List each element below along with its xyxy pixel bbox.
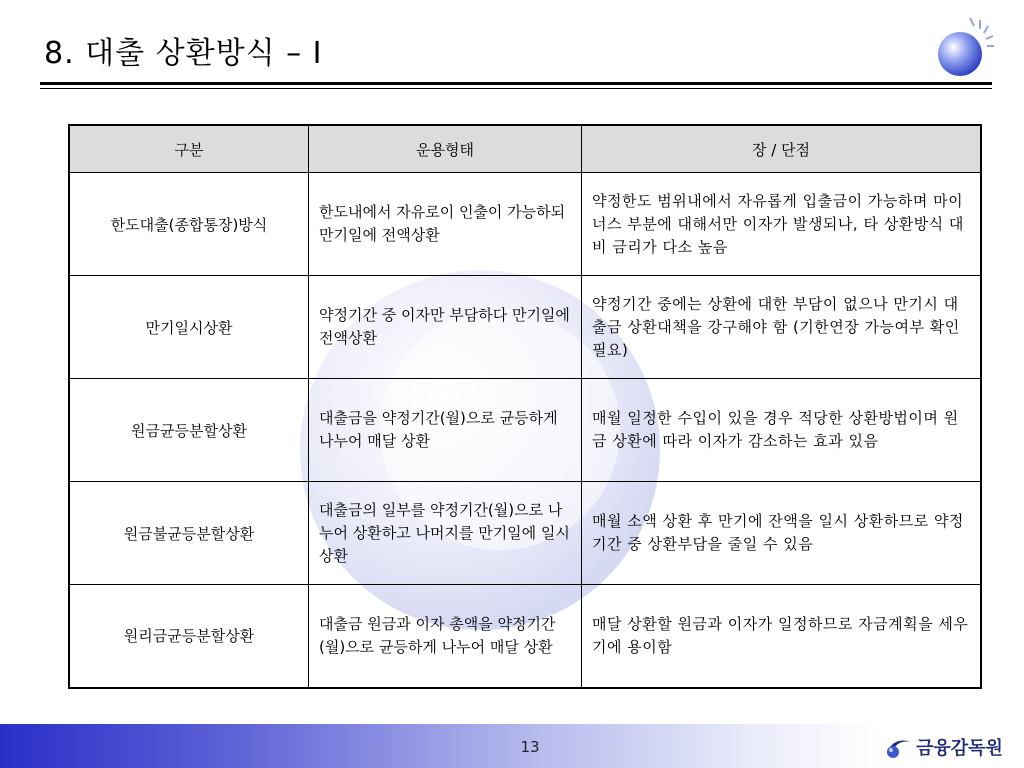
cell-pros-cons: 매월 일정한 수입이 있을 경우 적당한 상환방법이며 원금 상환에 따라 이자가 감소하는 효과 있음 <box>582 379 982 482</box>
title-divider <box>40 82 992 85</box>
table-row <box>69 173 981 276</box>
page-number: 13 <box>520 738 540 756</box>
repayment-methods-table <box>68 124 982 689</box>
cell-operation: 대출금의 일부를 약정기간(월)으로 나누어 상환하고 나머지를 만기일에 일시상환 <box>309 482 582 585</box>
cell-operation: 약정기간 중 이자만 부담하다 만기일에 전액상환 <box>309 276 582 379</box>
page-title: 8. 대출 상환방식 – Ⅰ <box>44 36 323 71</box>
table-row <box>69 585 981 688</box>
footer-brand <box>884 732 1003 762</box>
fss-swirl-logo-icon <box>884 734 912 760</box>
sphere-logo-icon <box>930 14 996 80</box>
cell-type: 한도대출(종합통장)방식 <box>69 173 309 276</box>
cell-type: 원금불균등분할상환 <box>69 482 309 585</box>
title-divider-thin <box>40 88 992 89</box>
cell-type: 원리금균등분할상환 <box>69 585 309 688</box>
cell-pros-cons: 매월 소액 상환 후 만기에 잔액을 일시 상환하므로 약정기간 중 상환부담을 줄일 수 있음 <box>582 482 982 585</box>
cell-pros-cons: 약정기간 중에는 상환에 대한 부담이 없으나 만기시 대출금 상환대책을 강구해야 함 (기한연장 가능여부 확인 필요) <box>582 276 982 379</box>
cell-operation: 대출금을 약정기간(월)으로 균등하게 나누어 매달 상환 <box>309 379 582 482</box>
cell-operation: 한도내에서 자유로이 인출이 가능하되 만기일에 전액상환 <box>309 173 582 276</box>
footer-gradient-bar <box>0 724 880 768</box>
header-pros-cons: 장 / 단점 <box>582 125 982 173</box>
brand-name: 금융감독원 <box>916 738 1003 759</box>
cell-pros-cons: 약정한도 범위내에서 자유롭게 입출금이 가능하며 마이너스 부분에 대해서만 이자가 발생되나, 타 상환방식 대비 금리가 다소 높음 <box>582 173 982 276</box>
header-type: 구분 <box>69 125 309 173</box>
table-row <box>69 482 981 585</box>
table-row <box>69 379 981 482</box>
table-row <box>69 276 981 379</box>
header-operation: 운용형태 <box>309 125 582 173</box>
cell-type: 만기일시상환 <box>69 276 309 379</box>
cell-type: 원금균등분할상환 <box>69 379 309 482</box>
cell-pros-cons: 매달 상환할 원금과 이자가 일정하므로 자금계획을 세우기에 용이함 <box>582 585 982 688</box>
table-header-row <box>69 125 981 173</box>
cell-operation: 대출금 원금과 이자 총액을 약정기간(월)으로 균등하게 나누어 매달 상환 <box>309 585 582 688</box>
